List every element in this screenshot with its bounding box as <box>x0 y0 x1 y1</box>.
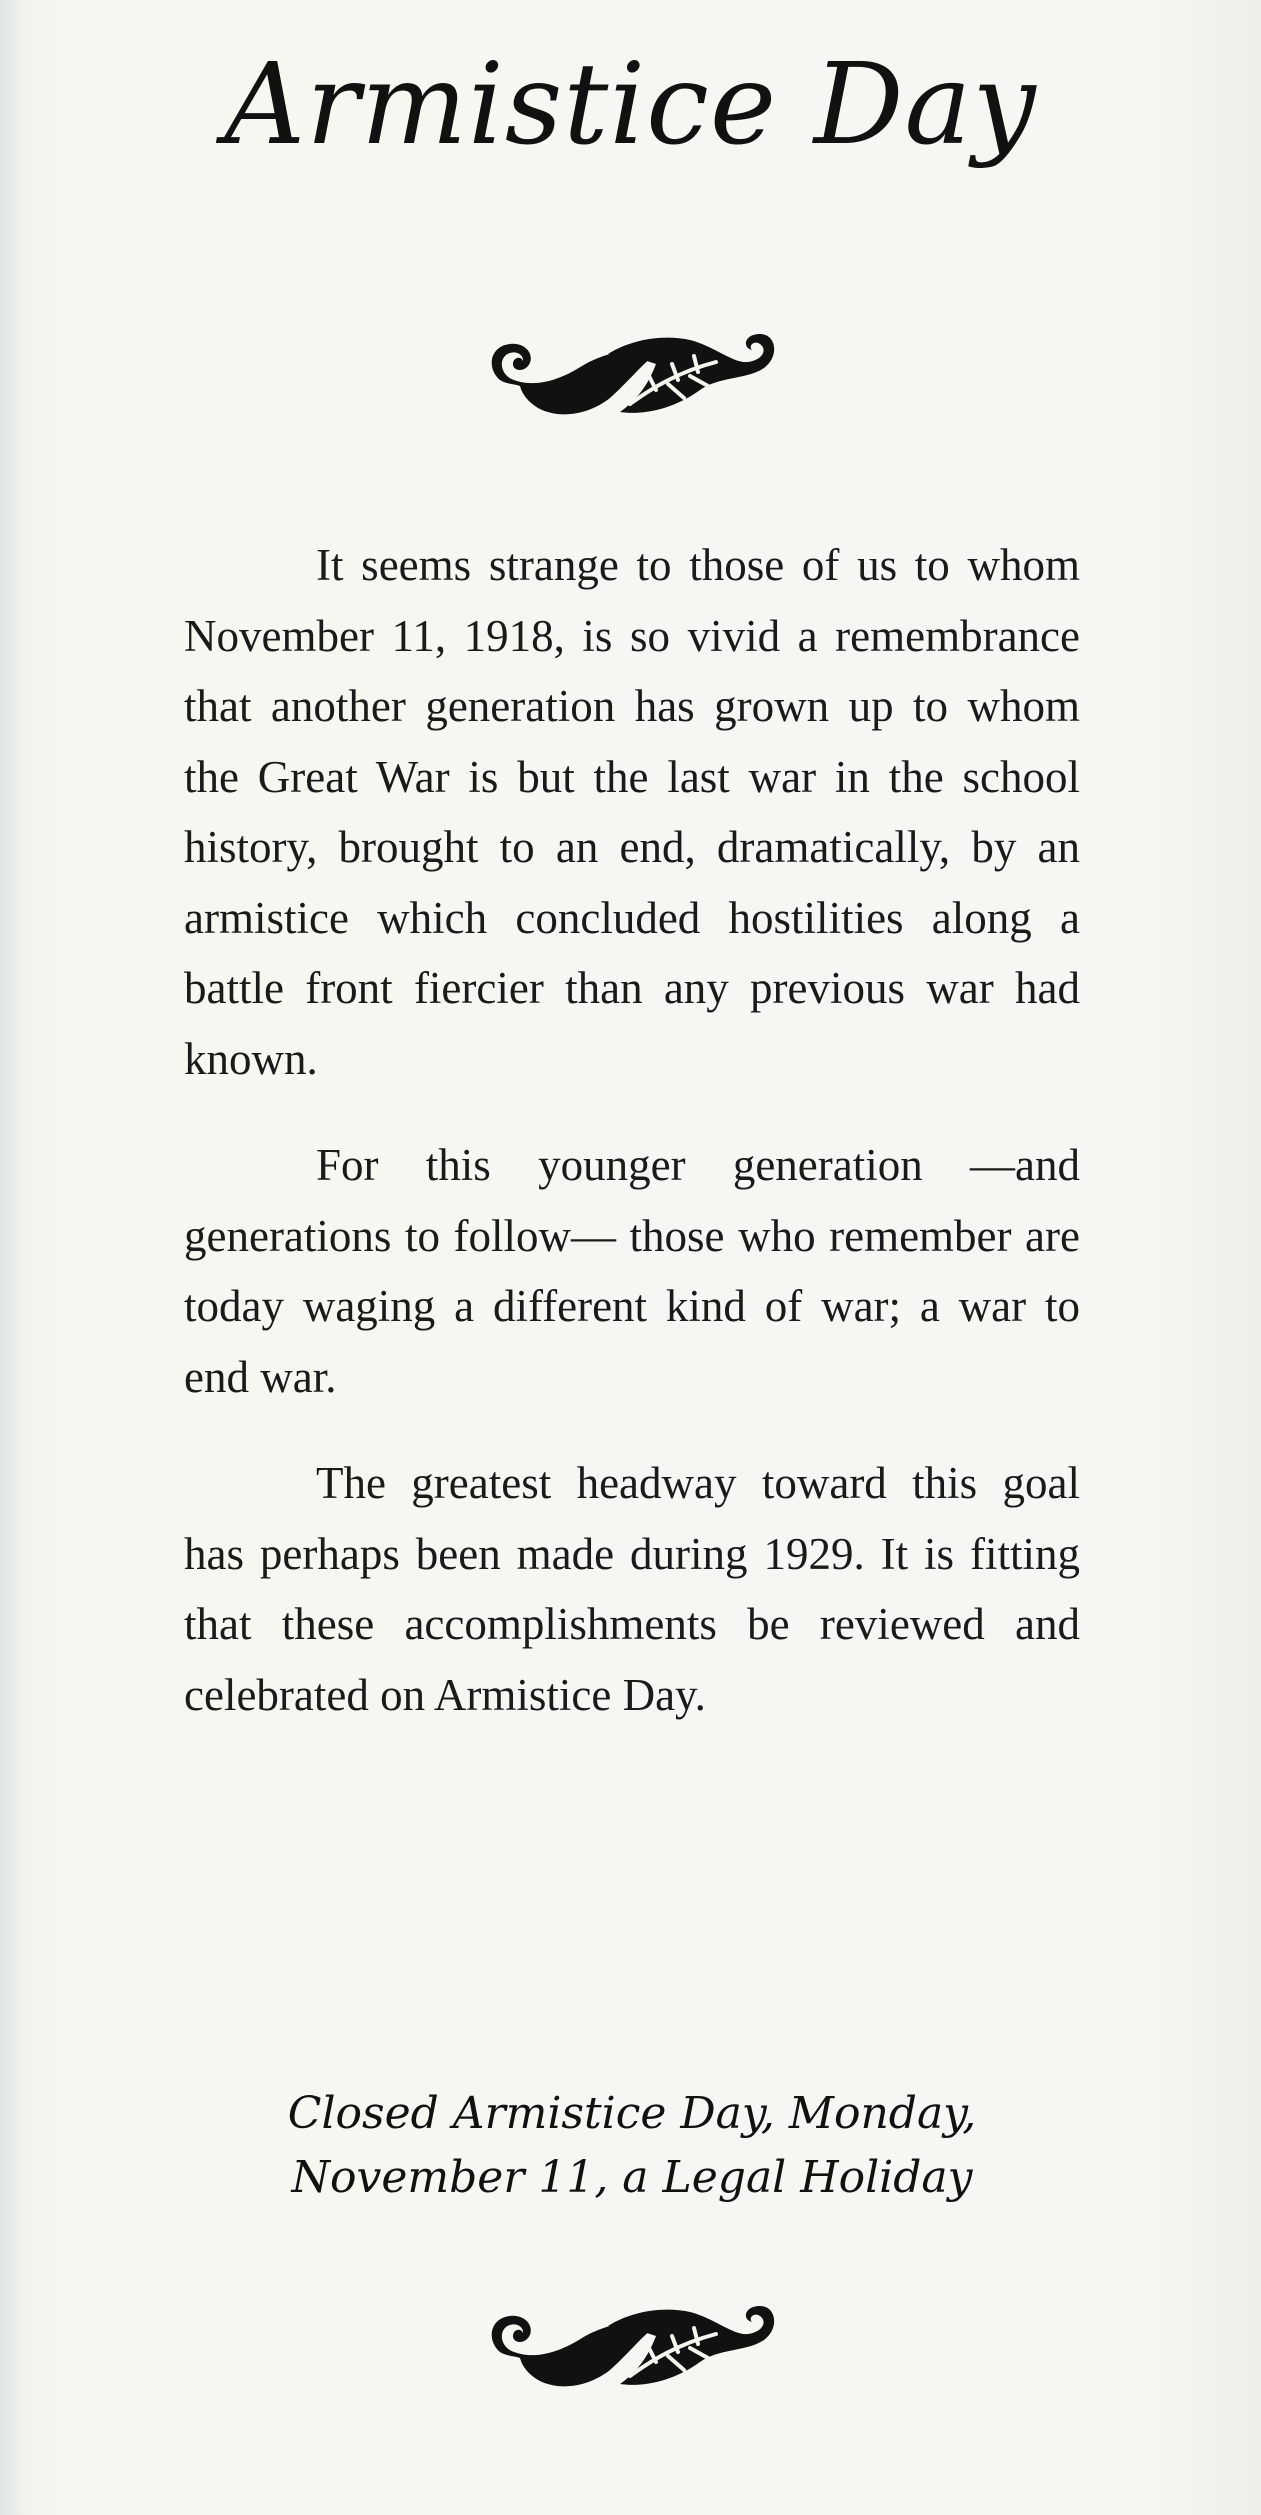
paragraph-3: The greatest headway toward this goal has perhaps been made during 1929. It is fitting that these accomplishments be reviewed and celebrated on Armistice Day. <box>184 1458 1080 1720</box>
closing-line-1: Closed Armistice Day, Monday, <box>287 2088 977 2139</box>
article-body <box>184 530 1080 1730</box>
paragraph-1: It seems strange to those of us to whom November 11, 1918, is so vivid a remembrance that another generation has grown up to whom the Great War is but the last war in the school history, brought to an end, dramatically, by an armistice which concluded hostilities along a battle front fiercier than any previous war had known. <box>184 540 1080 1084</box>
page-title: Armistice Day <box>224 40 1037 170</box>
closing-line-2: November 11, a Legal Holiday <box>291 2152 973 2203</box>
closing-notice <box>184 2082 1080 2210</box>
paragraph-2: For this younger generation —and generations to follow— those who remember are today waging a different kind of war; a war to end war. <box>184 1140 1080 1402</box>
leaf-flourish-icon <box>480 318 780 428</box>
paper-edge <box>0 0 24 2515</box>
leaf-flourish-icon <box>480 2290 780 2400</box>
